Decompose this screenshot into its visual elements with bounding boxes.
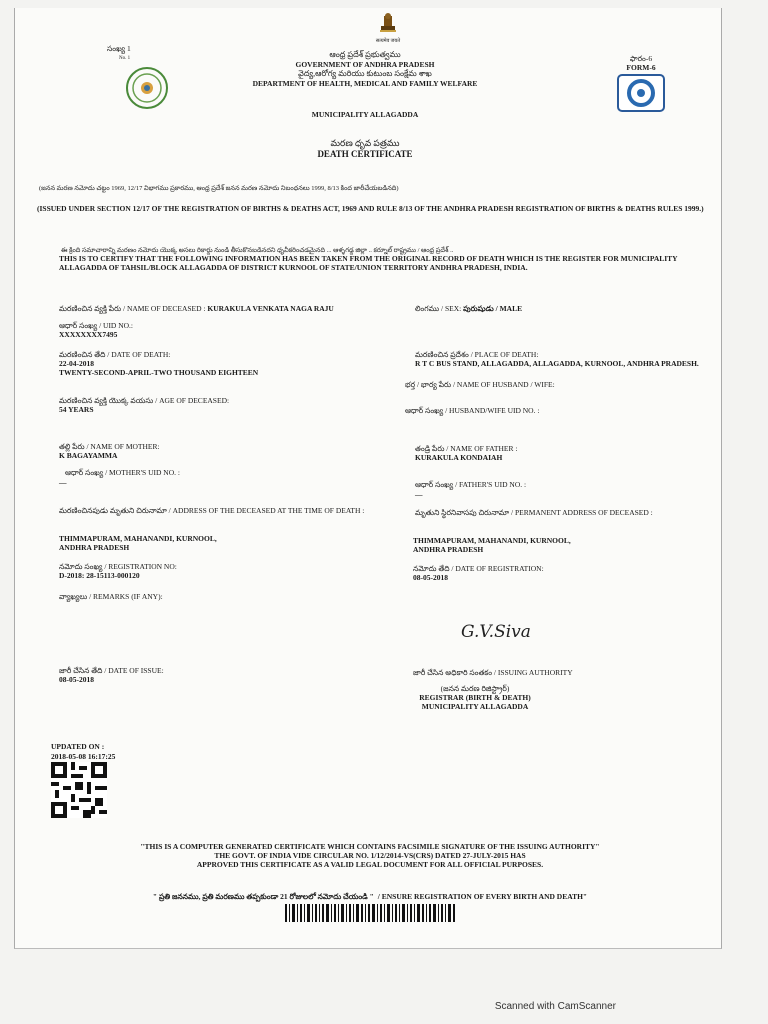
spouse-label: భర్త / భార్య పేరు / NAME OF HUSBAND / WIFE:: [405, 380, 555, 389]
certify-en: THIS IS TO CERTIFY THAT THE FOLLOWING INFORMATION HAS BEEN TAKEN FROM THE ORIGINAL RECORD OF DEATH WHICH IS THE REGISTER FOR MUNICIPALITY ALLAGADDA OF TAHSIL/BLOCK ALLAGADDA OF DISTRICT KURNOOL OF STATE/UNION TERRITORY ANDHRA PRADESH, INDIA.: [59, 254, 678, 272]
footer-line1: "THIS IS A COMPUTER GENERATED CERTIFICATE WHICH CONTAINS FACSIMILE SIGNATURE OF THE ISSUING AUTHORITY": [140, 842, 600, 851]
name-field: [59, 304, 334, 313]
footer-line4: [75, 886, 665, 904]
updated-label: UPDATED ON :: [51, 742, 105, 751]
reg-date-label: నమోదు తేది / DATE OF REGISTRATION:: [413, 564, 544, 573]
father-uid-label: ఆధార్ సంఖ్య / FATHER'S UID NO. :: [415, 480, 527, 489]
mother-uid-label: ఆధార్ సంఖ్య / MOTHER'S UID NO. :: [65, 468, 180, 477]
footer-line4-en: / ENSURE REGISTRATION OF EVERY BIRTH AND DEATH": [377, 892, 588, 901]
authority-te: (జనన మరణ రిజిస్ట్రార్): [440, 684, 510, 693]
certificate-sheet: [14, 8, 722, 949]
dept-te: వైద్య,ఆరోగ్య మరియు కుటుంబ సంక్షేమ శాఖ: [298, 69, 432, 78]
remarks-label: వ్యాఖ్యలు / REMARKS (IF ANY):: [59, 592, 163, 601]
dept-en: DEPARTMENT OF HEALTH, MEDICAL AND FAMILY WELFARE: [252, 79, 478, 88]
emblem-icon: [378, 12, 398, 34]
spouse-uid-label: ఆధార్ సంఖ్య / HUSBAND/WIFE UID NO. :: [405, 406, 540, 415]
serial-en: No. 1: [119, 56, 131, 61]
mother-label: తల్లి పేరు / NAME OF MOTHER:: [59, 442, 160, 451]
issue-value: 08-05-2018: [59, 675, 94, 684]
qr-code: [51, 762, 107, 823]
emblem-caption: सत्यमेव जयते: [375, 39, 401, 44]
name-label: మరణించిన వ్యక్తి పేరు / NAME OF DECEASED :: [59, 304, 206, 313]
sex-label: లింగము / SEX:: [415, 304, 462, 313]
crs-logo: [617, 74, 665, 117]
pod-label: మరణించిన ప్రదేశం / PLACE OF DEATH:: [415, 350, 539, 359]
issue-label: జారీ చేసిన తేది / DATE OF ISSUE:: [59, 666, 164, 675]
updated-value: 2018-05-08 16:17:25: [51, 752, 116, 761]
mother-value: K BAGAYAMMA: [59, 451, 118, 460]
certify-te: ఈ క్రింది సమాచారాన్ని మరణం నమోదు యొక్క అసలు రికార్డు నుండి తీసుకొనబడినదని ధృవీకరించడమైనది ... ఆళ్ళగడ్డ జిల్లా .. కర్నూల్ రాష్ట్రము / ఆంధ్ర ప్రదేశ్ ..: [61, 247, 454, 254]
father-uid-value: —: [415, 490, 423, 499]
reg-no-value: D-2018: 28-15113-000120: [59, 571, 140, 580]
dod-value: 22-04-2018: [59, 359, 94, 368]
serial-te: సంఖ్య 1: [107, 44, 131, 53]
gov-en: GOVERNMENT OF ANDHRA PRADESH: [295, 60, 435, 69]
issued-te: (జనన మరణ నమోదు చట్టం 1969, 12/17 విభాగము ప్రకారము, ఆంధ్ర ప్రదేశ్ జనన మరణ నమోదు నిబంధనలు 1999, 8/13 కింద జారీచేయబడినది): [39, 185, 399, 192]
signature: G.V.Siva: [461, 622, 531, 642]
address-line2: ANDHRA PRADESH: [59, 543, 130, 552]
ap-seal-icon: [125, 66, 169, 110]
father-value: KURAKULA KONDAIAH: [415, 453, 503, 462]
title-te: మరణ ధృవ పత్రము: [330, 138, 400, 148]
authority-line2: MUNICIPALITY ALLAGADDA: [421, 702, 529, 711]
footer-line2: THE GOVT. OF INDIA VIDE CIRCULAR NO. 1/12/2014-VS(CRS) DATED 27-JULY-2015 HAS: [214, 851, 526, 860]
perm-address-line2: ANDHRA PRADESH: [413, 545, 484, 554]
form-te: ఫారం-6: [629, 54, 653, 63]
reg-date-value: 08-05-2018: [413, 573, 448, 582]
pod-value: R T C BUS STAND, ALLAGADDA, ALLAGADDA, KURNOOL, ANDHRA PRADESH.: [415, 359, 699, 368]
age-label: మరణించిన వ్యక్తి యొక్క వయసు / AGE OF DECEASED:: [59, 396, 230, 405]
qr-code-icon: [51, 762, 107, 818]
dod-words: TWENTY-SECOND-APRIL-TWO THOUSAND EIGHTEEN: [59, 368, 259, 377]
authority-line1: REGISTRAR (BIRTH & DEATH): [419, 693, 531, 702]
address-label: మరణించినపుడు మృతుని చిరునామా / ADDRESS OF THE DECEASED AT THE TIME OF DEATH :: [59, 506, 365, 515]
sex-field: [415, 304, 522, 313]
mother-uid-value: —: [59, 478, 67, 487]
perm-address-line1: THIMMAPURAM, MAHANANDI, KURNOOL,: [413, 536, 571, 545]
footer-line3: APPROVED THIS CERTIFICATE AS A VALID LEGAL DOCUMENT FOR ALL OFFICIAL PURPOSES.: [196, 860, 544, 869]
footer-line4-te: " ప్రతి జననము, ప్రతి మరణము తప్పకుండా 21 రోజులలో నమోదు చేయండి ": [152, 892, 374, 901]
crs-logo-icon: [617, 74, 665, 112]
scanner-watermark: Scanned with CamScanner: [494, 1001, 616, 1012]
municipality-header: MUNICIPALITY ALLAGADDA: [311, 110, 419, 119]
barcode: [285, 904, 455, 927]
issued-en: (ISSUED UNDER SECTION 12/17 OF THE REGISTRATION OF BIRTHS & DEATHS ACT, 1969 AND RULE 8/13 OF THE ANDHRA PRADESH REGISTRATION OF BIRTHS & DEATHS RULES 1999.): [37, 204, 704, 213]
national-emblem: [373, 12, 403, 45]
uid-value: XXXXXXXX7495: [59, 330, 118, 339]
age-value: 54 YEARS: [59, 405, 94, 414]
form-en: FORM-6: [626, 63, 656, 72]
title-en: DEATH CERTIFICATE: [317, 149, 413, 159]
name-value: KURAKULA VENKATA NAGA RAJU: [207, 304, 334, 313]
sex-te-value: పురుషుడు: [463, 304, 494, 313]
father-label: తండ్రి పేరు / NAME OF FATHER :: [415, 444, 518, 453]
authority-label: జారీ చేసిన అధికారి సంతకం / ISSUING AUTHORITY: [413, 668, 573, 677]
perm-address-label: మృతుని స్థిరనివాసపు చిరునామా / PERMANENT ADDRESS OF DECEASED :: [415, 508, 653, 517]
address-line1: THIMMAPURAM, MAHANANDI, KURNOOL,: [59, 534, 217, 543]
reg-no-label: నమోదు సంఖ్య / REGISTRATION NO:: [59, 562, 177, 571]
ap-seal: [125, 66, 169, 115]
dod-label: మరణించిన తేది / DATE OF DEATH:: [59, 350, 171, 359]
barcode-icon: [285, 904, 455, 922]
uid-label: ఆధార్ సంఖ్య / UID NO.:: [59, 321, 134, 330]
sex-value: / MALE: [495, 304, 523, 313]
gov-te: ఆంధ్ర ప్రదేశ్ ప్రభుత్వము: [329, 50, 401, 59]
